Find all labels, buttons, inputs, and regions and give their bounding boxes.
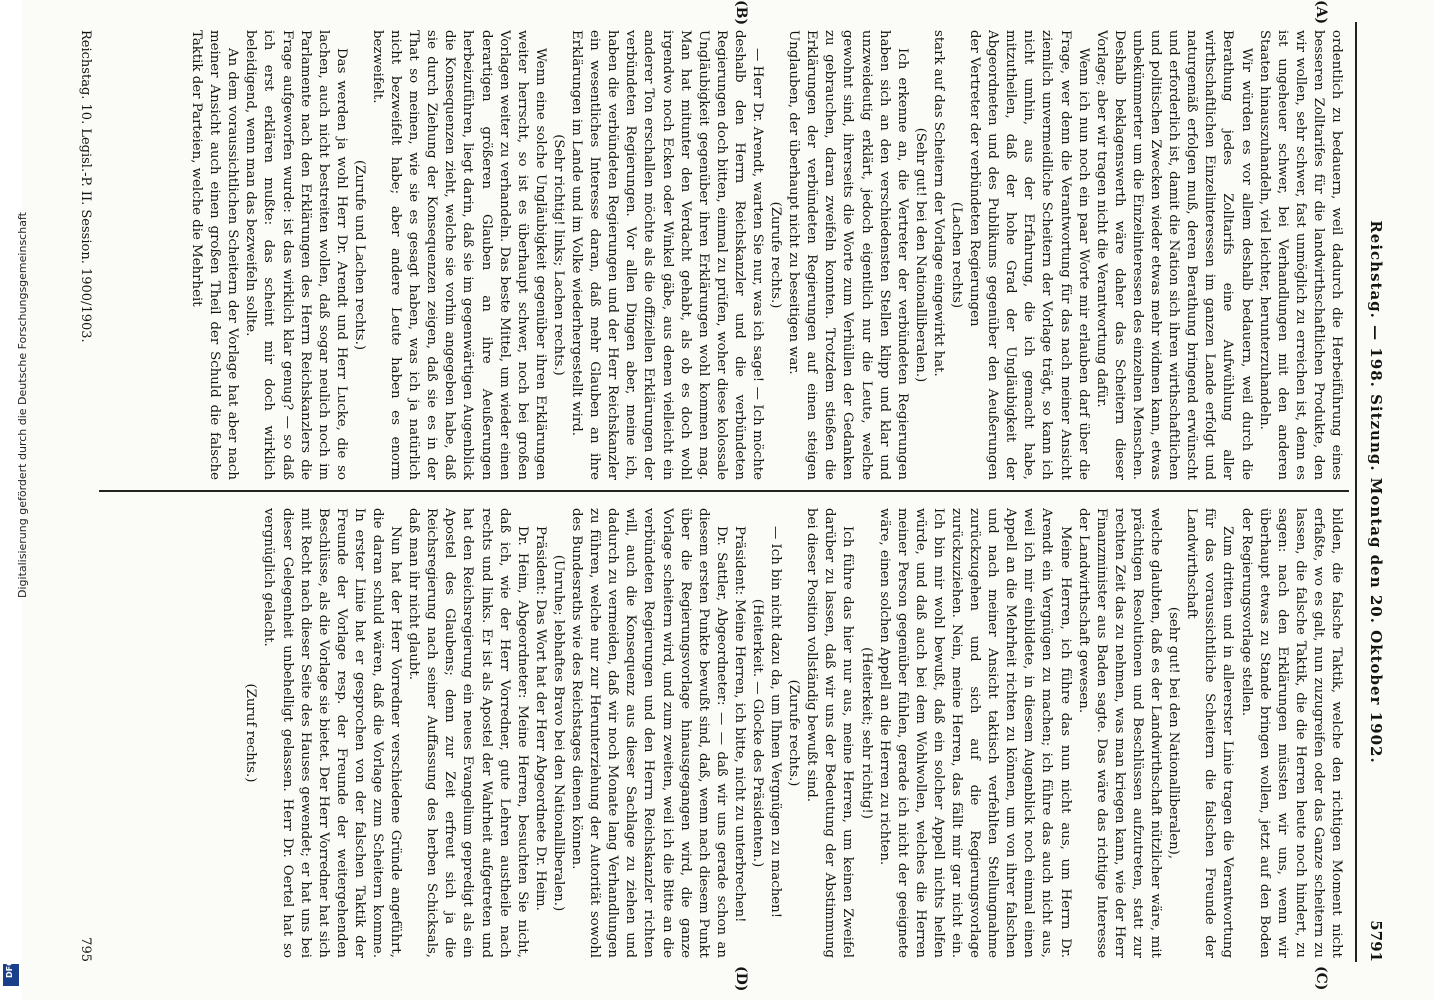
paragraph: Zum dritten und in allererster Linie tragen die Verantwortung für das voraussichtliche Scheitern die falschen Freunde der Landwirthschaft	[1184, 508, 1236, 958]
paragraph: Ich führe das hier nur aus, meine Herren, um keinen Zweifel darüber zu lassen, daß wir uns der Bedeutung der Abstimmung bei dieser Position vollständig bewußt sind.	[804, 508, 856, 958]
interjection: (Sehr gut! bei den Nationalliberalen.)	[912, 127, 928, 383]
paragraph: Ich erkenne an, die Vertreter der verbündeten Regierungen haben sich an den verschiedensten Stellen klipp und klar und unzweideutig erklärt, jedoch eigentlich nur die Leute, welche gewohnt sind, ihrerseits die Worte zum Verhüllen der Gedanken zu gebrauchen, daran zweifeln konnten. Trotzdem stießen die Erklärungen der verbündeten Regierungen auf einen steigen Unglauben, der überhaupt nicht zu beseitigen war.	[786, 30, 910, 480]
paragraph: Wenn ich nun noch ein paar Worte mir erlauben darf über die Frage, wer denn die Verantwortung für das nach meiner Ansicht ziemlich unvermeidliche Scheitern der Vorlage trägt, so kann ich nicht umhin, aus der Erfahrung, die ich gemacht habe, mitzutheilen, daß der hohe Grad der Ungläubigkeit der Abgeordneten und des Publikums gegenüber den Aeußerungen der Vertreter der verbündeten Regierungen	[967, 30, 1091, 480]
paragraph: An dem voraussichtlichen Scheitern der Vorlage hat aber nach meiner Ansicht auch einen großen Theil der Schuld die falsche Taktik der Parteien, welche die Mehrheit	[189, 30, 241, 480]
speaker-paragraph: Präsident: Meine Herren, ich bitte, nicht zu unterbrechen!	[731, 526, 747, 923]
footer-session-info: Reichstag. 10. Legisl.-P. II. Session. 1900/1903.	[78, 30, 93, 343]
speaker-paragraph: Dr. Sattler, Abgeordneter: — — daß wir uns gerade schon an diesem ersten Punkte bewußt sind, daß, wenn nach diesem Punkt über die Regierungsvorlage hinausgegangen wird, die ganze Vorlage scheitern wird, und zum zweiten, weil ich die Bitte an die verbündeten Regierungen und den Herrn Reichskanzler richten will, auch die Konsequenz aus dieser Sachlage zu ziehen und dadurch zu vermeiden, daß wir noch Monate lang Verhandlungen zu führen, welche nur zur Herunterziehung der Autorität sowohl des Bundesraths wie des Reichstages dienen können.	[569, 508, 729, 958]
margin-marker-a: (A)	[1313, 0, 1329, 25]
paragraph: stark auf das Scheitern der Vorlage eingewirkt hat.	[930, 30, 946, 377]
dfg-logo-icon: DFG	[3, 964, 19, 986]
interjection: (Heiterkeit. — Glocke des Präsidenten.)	[750, 598, 765, 868]
margin-marker-c: (C)	[1313, 966, 1329, 991]
interjection: (Zurufe rechts.)	[786, 679, 802, 787]
paragraph: Wenn eine solche Ungläubigkeit gegenüber ihren Erklärungen weiter herrscht, so ist es überhaupt schwer, noch bei großen Vorlagen weiter zu verhandeln. Das beste Mittel, um wieder einen derartigen größeren Glauben an ihre Aeußerungen herbeizuführen, liegt darin, daß sie im gegenwärtigen Augenblick die Konsequenzen zieht, welche sie vorhin angegeben habe, daß sie durch Ziehung der Konsequenzen zeigen, daß sie es in der That so meinen, wie sie es gesagt haben, was ich ja natürlich nicht bezweifelt habe; aber andere Leute haben es enorm bezweifelt.	[370, 30, 548, 480]
interjection: (sehr gut! bei den Nationalliberalen),	[1166, 606, 1182, 860]
interjection: (Zuruf rechts.)	[243, 683, 259, 783]
footer-page-number: 795	[78, 937, 93, 962]
page-title: Reichstag. — 198. Sitzung. Montag den 20. Oktober 1902.	[1367, 220, 1385, 764]
page-number: 5791	[1367, 920, 1385, 962]
interjection: (Unruhe; lebhaftes Bravo bei den Nationalliberalen.)	[550, 554, 566, 912]
paragraph: bilden, die falsche Taktik, welche den richtigen Moment nicht erfaßte, wo es galt, nun zuzugreifen oder das Ganze scheitern zu lassen, die falsche Taktik, die die Herren heute noch hindert, zu sagen: nach den Erklärungen müssten wir uns, wenn wir überhaupt etwas zu Stande bringen wollen, jetzt auf den Boden der Regierungsvorlage stellen.	[1238, 508, 1344, 958]
interjection: (Lachen rechts)	[949, 201, 965, 309]
page-header	[1359, 22, 1389, 962]
paragraph: — Ich bin nicht dazu da, um Ihnen Vergnügen zu machen!	[768, 526, 784, 919]
paragraph: ordentlich zu bedauern, weil dadurch die Herbeiführung eines besseren Zolltarifes für die landwirthschaftlichen Produkte, den wir wollen, sehr schwer, fast unmöglich zu erreichen ist, denn es ist ungeheuer schwer, bei Verhandlungen mit den anderen Staaten hinauszuhandeln, viel leichter, herunterzuhandeln.	[1256, 30, 1344, 480]
interjection: (Heiterkeit; sehr richtig!)	[858, 647, 874, 819]
digitization-credit-text: Digitalisierung gefördert durch die Deutsche Forschungsgemeinschaft	[16, 212, 29, 598]
interjection: (Zurufe rechts.)	[768, 201, 784, 309]
left-column	[105, 30, 1345, 480]
interjection: (Sehr richtig! links; Lachen rechts.)	[550, 134, 566, 376]
column-divider	[99, 490, 1349, 492]
paragraph: welche glaubten, daß es der Landwirthschaft nützlicher wäre, mit prächtigen Resolutionen und Beschlüssen aufzutreten, statt zur rechten Zeit das zu nehmen, was man kriegen kann, wie der Herr Finanzminister aus Baden sagte. Das wäre das richtige Interesse der Landwirthschaft gewesen.	[1075, 508, 1164, 958]
digitization-credit-strip	[0, 0, 29, 1000]
page-footer	[73, 22, 93, 962]
paragraph: Das werden ja wohl Herr Dr. Arendt und Herr Lucke, die so lachen, auch nicht bestreiten wollen, daß sogar neulich noch im Parlamente nach den Erklärungen des Herrn Reichskanzlers die Frage aufgeworfen wurde: ist das wirklich klar genug? — so daß ich erst erklären mußte: das scheint mir doch wirklich beleidigend, wenn man das bezweifeln sollte.	[243, 30, 349, 480]
interjection: (Zurufe und Lachen rechts.)	[351, 159, 367, 351]
margin-marker-b: (B)	[733, 0, 749, 26]
rotated-page-content	[71, 0, 1389, 992]
paragraph: Nun hat der Herr Vorredner verschiedene Gründe angeführt, die daran schuld wären, daß die Vorlage zum Scheitern komme. In erster Linie hat er gesprochen von der falschen Taktik der Freunde der Vorlage resp. der Freunde der weitergehenden Beschlüsse, als die Vorlage sie bietet. Der Herr Vorredner hat sich mit Recht nach dieser Seite des Hauses gewendet; er hat uns bei dieser Gelegenheit unbehelligt gelassen. Herr Dr. Oertel hat so vergnüglich gelacht.	[261, 508, 404, 958]
speaker-paragraph: Präsident: Das Wort hat der Herr Abgeordnete Dr. Heim.	[532, 526, 548, 911]
margin-marker-d: (D)	[733, 966, 749, 992]
speaker-paragraph: Dr. Heim, Abgeordneter: Meine Herren, besuchten Sie nicht, daß ich, wie der Herr Vorredner, gute Lehren austheile nach rechts und links. Er ist als Apostel der Wahrheit aufgetreten und hat den Reichsregierung ein neues Evangelium gepredigt als ein Apostel des Glaubens; denn zur Zeit erfreut sich ja die Reichsregierung nach seiner Auffassung des herben Schicksals, daß man ihr nicht glaubt.	[406, 508, 530, 958]
header-rule	[1355, 22, 1357, 962]
right-column	[105, 508, 1345, 958]
paragraph: — Herr Dr. Arendt, warten Sie nur, was ich sage! — Ich möchte deshalb den Herrn Reichskanzler und die verbündeten Regierungen doch bitten, einmal zu prüfen, woher diese kolossale Ungläubigkeit gegenüber ihren Erklärungen wohl kommen mag. Man hat mitunter den Verdacht gehabt, als ob es doch wohl irgendwo noch Ecken oder Winkel gäbe, aus denen vielleicht ein anderer Ton erschallen möchte als die offiziellen Erklärungen der verbündeten Regierungen. Vor allen Dingen aber, meine ich, haben die verbündeten Regierungen und der Herr Reichskanzler ein wesentliches Interesse daran, daß mehr Glauben an ihre Erklärungen im Lande und im Volke wiederhergestellt wird.	[569, 30, 765, 480]
paragraph: Meine Herren, ich führe das nun nicht aus, um Herrn Dr. Arendt ein Vergnügen zu machen; ich führe das auch nicht aus, weil ich mir einbildete, in diesem Augenblick noch einmal einen Appell an die Mehrheit richten zu können, um von ihrer falschen und nach meiner Ansicht taktisch verfehlten Stellungnahme zurückzugehen und sich auf die Regierungsvorlage zurückzuziehen. Nein, meine Herren, das fällt mir gar nicht ein. Ich bin mir wohl bewußt, daß ein solcher Appell nichts helfen würde, und daß auch bei dem Wohlwollen, welches die Herren meiner Person gegenüber fühlen, gerade ich nicht der geeignete wäre, einen solchen Appell an die Herren zu richten.	[876, 508, 1073, 958]
paragraph: Wir würden es vor allem deshalb bedauern, weil durch die Berathung jedes Zolltarifs eine Aufwühlung aller wirthschaftlichen Einzelinteressen im ganzen Lande erfolgt und naturgemäß erfolgen muß, deren Berathung bringend erwünscht und erforderlich ist, damit die Nation sich ihren wirthschaftlichen und politischen Zwecken wieder etwas mehr widmen kann, etwas unbekümmerter um die Einzelinteressen des einzelnen Menschen. Deshalb beklagenswerth wäre daher das Scheitern dieser Vorlage; aber wir tragen nicht die Verantwortung dafür.	[1093, 30, 1254, 480]
